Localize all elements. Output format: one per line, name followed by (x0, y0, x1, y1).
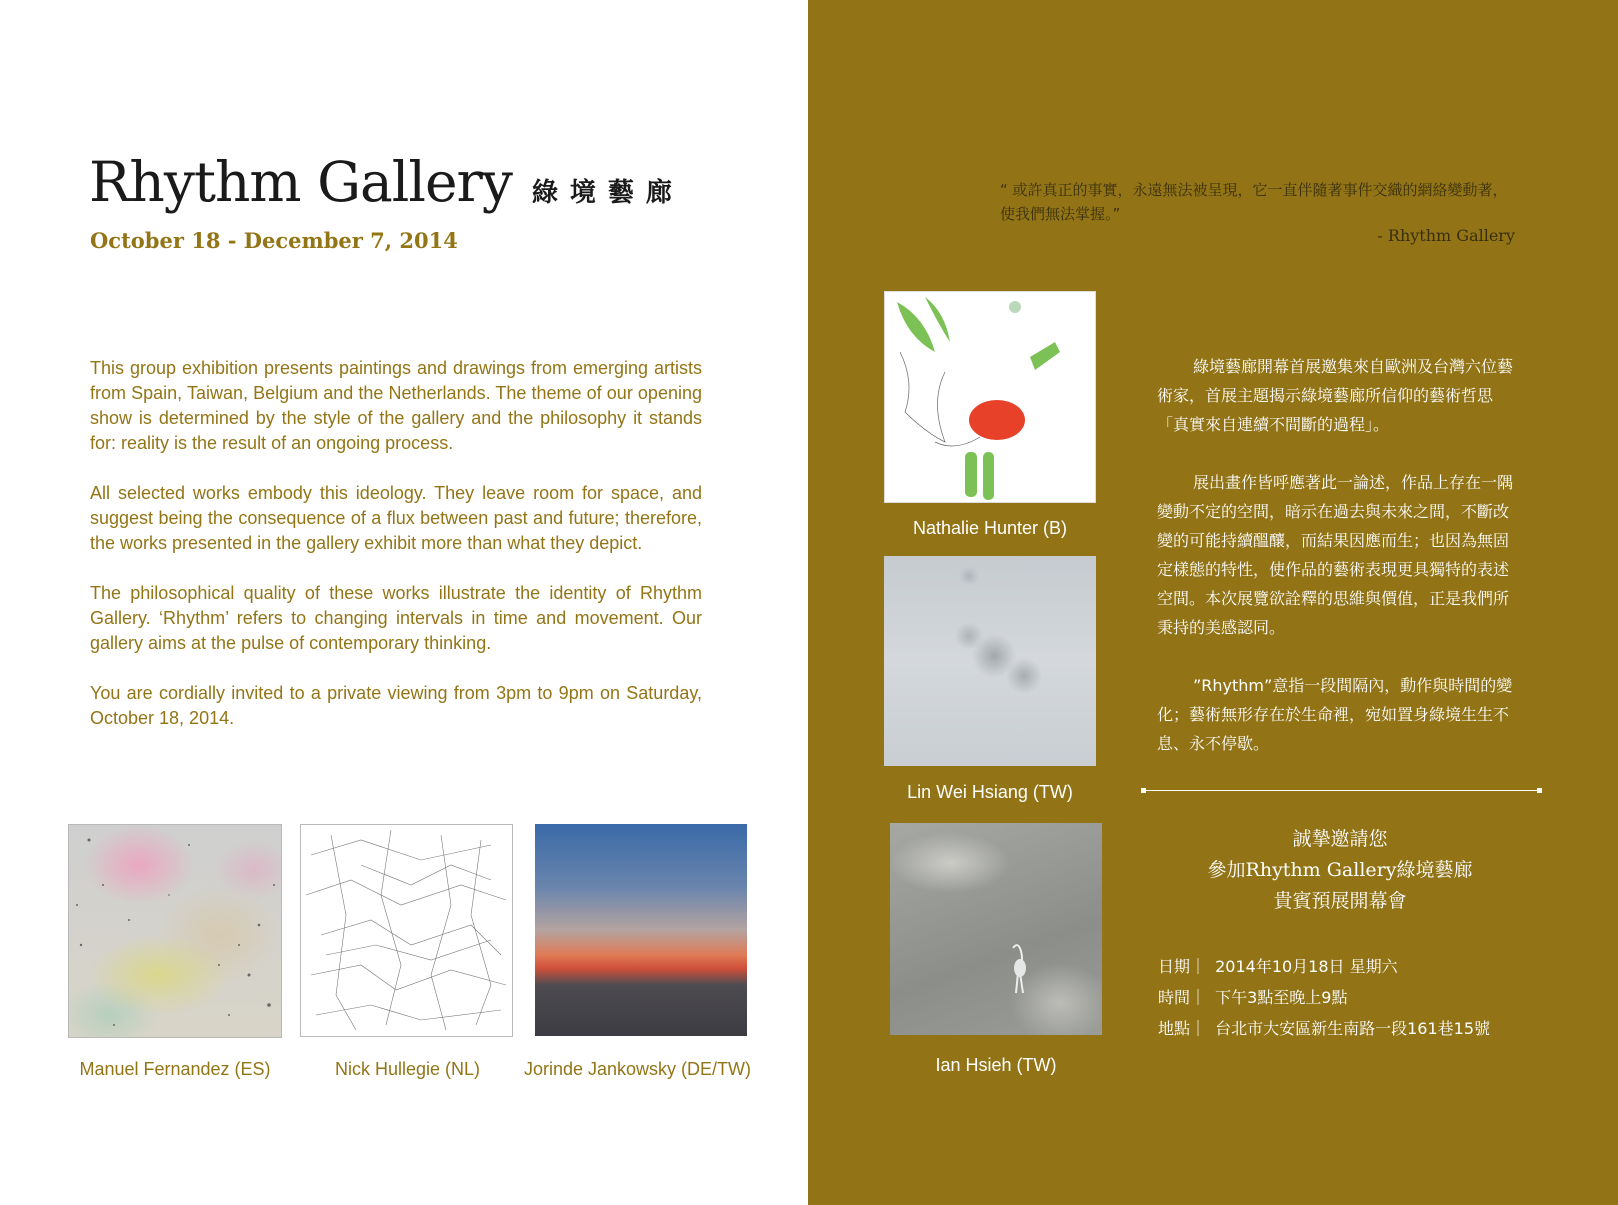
invitation-line: 誠摯邀請您 (1292, 828, 1388, 850)
chinese-description (1157, 352, 1522, 787)
paragraph: You are cordially invited to a private viewing from 3pm to 9pm on Saturday, October 18, 2014. (90, 683, 702, 728)
artist-label-lin-wei-hsiang: Lin Wei Hsiang (TW) (907, 782, 1073, 802)
artist-label-nick-hullegie: Nick Hullegie (NL) (334, 1059, 481, 1079)
invitation-line: 參加Rhythm Gallery綠境藝廊 (1207, 859, 1473, 881)
event-place (1158, 1016, 1490, 1039)
date-label: 日期｜ (1158, 957, 1207, 976)
invitation (1150, 824, 1530, 917)
artwork-ian-hsieh (890, 823, 1102, 1035)
artwork-lin-wei-hsiang (884, 556, 1096, 766)
paragraph: 綠境藝廊開幕首展邀集來自歐洲及台灣六位藝術家，首展主題揭示綠境藝廊所信仰的藝術哲思「真實來自連續不間斷的過程」。 (1157, 357, 1514, 434)
artist-label-jorinde-jankowsky: Jorinde Jankowsky (DE/TW) (523, 1059, 752, 1079)
english-description (90, 356, 702, 756)
artwork-jorinde-jankowsky (535, 824, 747, 1036)
place-label: 地點｜ (1158, 1019, 1207, 1038)
quote-text: “ 或許真正的事實，永遠無法被呈現，它一直伴隨著事件交織的網絡變動著，使我們無法掌握。” (1000, 181, 1508, 223)
left-page (0, 0, 808, 1205)
paragraph: This group exhibition presents paintings and drawings from emerging artists from Spain, Taiwan, Belgium and the Netherlands. The theme of our opening show is determined by the style of the gallery and the philosophy it stands for: reality is the result of an ongoing process. (90, 358, 702, 453)
gallery-name-cjk: 綠境藝廊 (531, 178, 684, 208)
artwork-line-drawing (301, 825, 512, 1036)
date-value: 2014年10月18日 星期六 (1215, 957, 1398, 976)
artwork-speckles (69, 825, 281, 1037)
place-value: 台北市大安區新生南路一段161巷15號 (1215, 1019, 1490, 1038)
paragraph: All selected works embody this ideology. They leave room for space, and suggest being the consequence of a flux between past and future; therefore, the works presented in the gallery exhibit more than what they depict. (90, 483, 702, 553)
artwork-nathalie-hunter (884, 291, 1096, 503)
paragraph: 展出畫作皆呼應著此一論述，作品上存在一隅變動不定的空間，暗示在過去與未來之間，不斷改變的可能持續醞釀，而結果因應而生；也因為無固定樣態的特性，使作品的藝術表現更具獨特的表述空間。本次展覽欲詮釋的思維與價值，正是我們所秉持的美感認同。 (1157, 473, 1514, 637)
event-date (1158, 954, 1398, 977)
paragraph: The philosophical quality of these works illustrate the identity of Rhythm Gallery. ‘Rhythm’ refers to changing intervals in time and movement. Our gallery aims at the pulse of contemporary thinking. (90, 583, 702, 653)
time-value: 下午3點至晚上9點 (1215, 988, 1348, 1007)
paragraph: ”Rhythm”意指一段間隔內，動作與時間的變化；藝術無形存在於生命裡，宛如置身綠境生生不息、永不停歇。 (1157, 676, 1513, 753)
gallery-title (89, 150, 684, 214)
artwork-manuel-fernandez (68, 824, 282, 1038)
artist-label-nathalie-hunter: Nathalie Hunter (B) (912, 518, 1068, 538)
quote-attribution: - Rhythm Gallery (1377, 226, 1515, 245)
artist-label-manuel-fernandez: Manuel Fernandez (ES) (79, 1059, 271, 1079)
time-label: 時間｜ (1158, 988, 1207, 1007)
event-time (1158, 985, 1347, 1008)
artwork-leaf-drawing (885, 292, 1095, 502)
divider-line (1143, 790, 1539, 791)
exhibition-dates: October 18 - December 7, 2014 (90, 228, 458, 253)
artist-label-ian-hsieh: Ian Hsieh (TW) (935, 1055, 1057, 1075)
divider-dot-left (1141, 788, 1146, 793)
gallery-name: Rhythm Gallery (89, 150, 512, 214)
divider-dot-right (1537, 788, 1542, 793)
artwork-heron (890, 823, 1102, 1035)
invitation-line: 貴賓預展開幕會 (1273, 890, 1407, 912)
artwork-nick-hullegie (300, 824, 513, 1037)
